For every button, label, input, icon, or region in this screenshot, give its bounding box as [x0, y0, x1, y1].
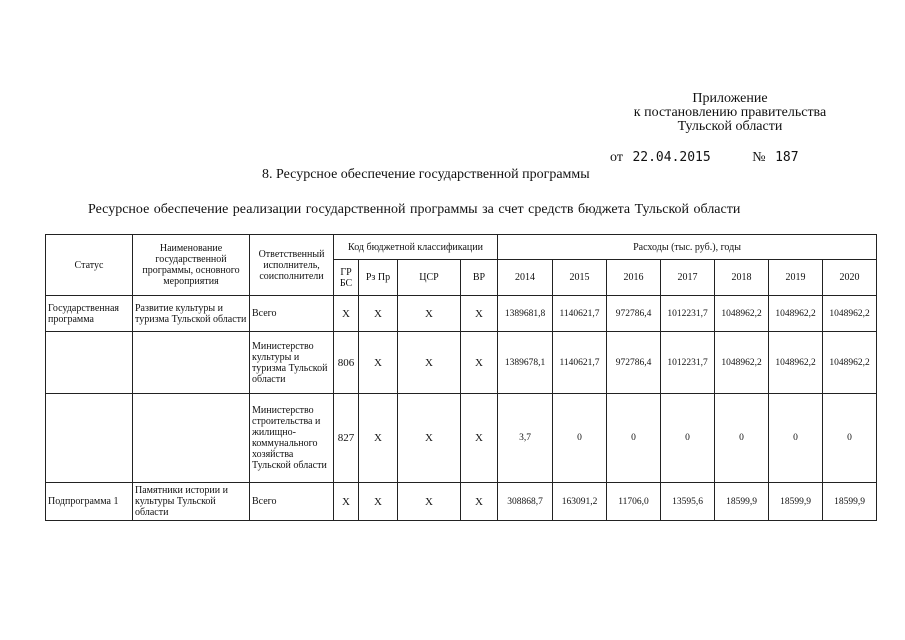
cell-status: Подпрограмма 1	[46, 483, 133, 521]
document-subtitle: Ресурсное обеспечение реализации государственной программы за счет средств бюджета Тульской области	[88, 202, 741, 217]
cell-csr: X	[398, 394, 461, 483]
cell-grbs: X	[334, 483, 359, 521]
appendix-header	[600, 92, 860, 134]
cell-value-2019: 1048962,2	[769, 296, 823, 332]
header-status: Статус	[46, 235, 133, 296]
header-grbs: ГР БС	[334, 260, 359, 296]
cell-value-2020: 1048962,2	[823, 296, 877, 332]
cell-executor: Всего	[250, 483, 334, 521]
cell-value-2014: 308868,7	[498, 483, 553, 521]
cell-vr: X	[461, 296, 498, 332]
cell-executor: Министерство строительства и жилищно-коммунального хозяйства Тульской области	[250, 394, 334, 483]
cell-grbs: 806	[334, 332, 359, 394]
cell-value-2014: 1389678,1	[498, 332, 553, 394]
header-vr: ВР	[461, 260, 498, 296]
header-year-2017: 2017	[661, 260, 715, 296]
cell-csr: X	[398, 483, 461, 521]
table-row	[46, 394, 877, 483]
cell-vr: X	[461, 332, 498, 394]
cell-grbs: X	[334, 296, 359, 332]
cell-value-2018: 0	[715, 394, 769, 483]
header-name: Наименование государственной программы, основного мероприятия	[133, 235, 250, 296]
cell-status	[46, 332, 133, 394]
cell-status	[46, 394, 133, 483]
appendix-line-2: к постановлению правительства	[633, 105, 827, 120]
order-reference	[610, 150, 799, 166]
cell-value-2016: 11706,0	[607, 483, 661, 521]
header-year-2015: 2015	[553, 260, 607, 296]
cell-name	[133, 332, 250, 394]
cell-value-2018: 1048962,2	[715, 332, 769, 394]
header-year-2018: 2018	[715, 260, 769, 296]
cell-executor: Всего	[250, 296, 334, 332]
header-year-2014: 2014	[498, 260, 553, 296]
cell-vr: X	[461, 394, 498, 483]
table-row	[46, 332, 877, 394]
order-number: 187	[775, 150, 799, 165]
header-expenses: Расходы (тыс. руб.), годы	[498, 235, 877, 260]
cell-executor: Министерство культуры и туризма Тульской области	[250, 332, 334, 394]
header-year-2016: 2016	[607, 260, 661, 296]
cell-value-2018: 1048962,2	[715, 296, 769, 332]
header-year-2019: 2019	[769, 260, 823, 296]
header-row-1	[46, 235, 877, 260]
cell-value-2014: 3,7	[498, 394, 553, 483]
cell-csr: X	[398, 296, 461, 332]
header-budget-code: Код бюджетной классификации	[334, 235, 498, 260]
cell-value-2018: 18599,9	[715, 483, 769, 521]
order-number-label: №	[752, 150, 766, 165]
cell-value-2017: 1012231,7	[661, 296, 715, 332]
cell-value-2019: 18599,9	[769, 483, 823, 521]
budget-table	[45, 234, 877, 521]
cell-value-2016: 0	[607, 394, 661, 483]
cell-csr: X	[398, 332, 461, 394]
cell-value-2020: 18599,9	[823, 483, 877, 521]
cell-rzpr: X	[359, 483, 398, 521]
cell-name	[133, 394, 250, 483]
cell-status: Государственная программа	[46, 296, 133, 332]
table-row	[46, 296, 877, 332]
cell-value-2019: 1048962,2	[769, 332, 823, 394]
cell-value-2014: 1389681,8	[498, 296, 553, 332]
cell-grbs: 827	[334, 394, 359, 483]
cell-value-2016: 972786,4	[607, 296, 661, 332]
appendix-line-1: Приложение	[692, 91, 768, 106]
header-rzpr: Рз Пр	[359, 260, 398, 296]
cell-value-2015: 1140621,7	[553, 332, 607, 394]
cell-rzpr: X	[359, 332, 398, 394]
cell-value-2015: 1140621,7	[553, 296, 607, 332]
section-title: 8. Ресурсное обеспечение государственной программы	[262, 167, 590, 182]
order-prefix: от	[610, 150, 623, 165]
cell-vr: X	[461, 483, 498, 521]
cell-value-2017: 13595,6	[661, 483, 715, 521]
order-date: 22.04.2015	[632, 150, 711, 165]
appendix-line-3: Тульской области	[677, 119, 783, 134]
cell-value-2020: 1048962,2	[823, 332, 877, 394]
table-row	[46, 483, 877, 521]
cell-value-2015: 163091,2	[553, 483, 607, 521]
header-year-2020: 2020	[823, 260, 877, 296]
cell-value-2015: 0	[553, 394, 607, 483]
cell-name: Развитие культуры и туризма Тульской области	[133, 296, 250, 332]
cell-value-2017: 0	[661, 394, 715, 483]
cell-rzpr: X	[359, 296, 398, 332]
cell-value-2016: 972786,4	[607, 332, 661, 394]
cell-rzpr: X	[359, 394, 398, 483]
header-csr: ЦСР	[398, 260, 461, 296]
cell-value-2020: 0	[823, 394, 877, 483]
cell-value-2019: 0	[769, 394, 823, 483]
cell-name: Памятники истории и культуры Тульской области	[133, 483, 250, 521]
cell-value-2017: 1012231,7	[661, 332, 715, 394]
header-executor: Ответственный исполнитель, соисполнители	[250, 235, 334, 296]
